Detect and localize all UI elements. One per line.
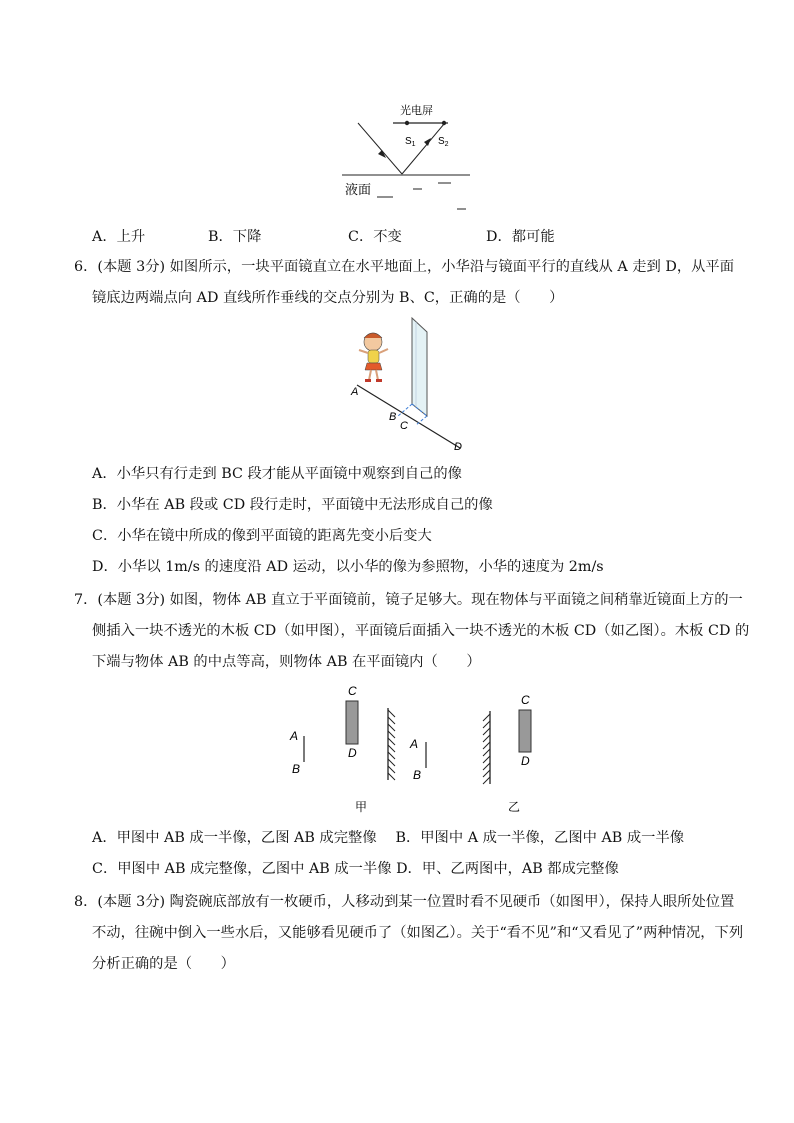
yi-label-b: B — [413, 768, 422, 782]
q6-option-b[interactable]: B．小华在 AB 段或 CD 段行走时，平面镜中无法形成自己的像 — [92, 497, 493, 513]
q7-stem-line1: 7．(本题 3分) 如图，物体 AB 直立于平面镜前，镜子足够大。现在物体与平面镜之间稍靠近镜面上方的一 — [74, 592, 743, 608]
surface-label: 液面 — [345, 182, 372, 197]
q6-option-a[interactable]: A．小华只有行走到 BC 段才能从平面镜中观察到自己的像 — [92, 466, 462, 482]
figure-yi — [409, 693, 531, 814]
jia-label-a: A — [290, 729, 299, 743]
q8-stem-line3: 分析正确的是（ ） — [92, 956, 235, 972]
q8-stem-line2: 不动，往碗中倒入一些水后，又能够看见硬币了（如图乙）。关于“看不见”和“又看见了”两种情况，下列 — [92, 925, 744, 941]
q6-label-d: D — [454, 441, 462, 453]
q6-mirror-figure — [340, 312, 480, 454]
yi-label-c: C — [521, 693, 530, 707]
s2-sub: 2 — [444, 141, 449, 148]
q8-stem-line1: 8．(本题 3分) 陶瓷碗底部放有一枚硬币，人移动到某一位置时看不见硬币（如图甲），保持人眼所处位置 — [74, 894, 735, 910]
figure-jia — [289, 684, 395, 814]
q7-options-row2[interactable]: C．甲图中 AB 成完整像，乙图中 AB 成一半像 D．甲、乙两图中，AB 都成完整像 — [92, 861, 619, 877]
caption-yi: 乙 — [508, 800, 521, 814]
q6-stem-line2: 镜底边两端点向 AD 直线所作垂线的交点分别为 B、C，正确的是（ ） — [92, 290, 564, 306]
q7-mirror-figures — [280, 680, 550, 820]
jia-board-cd — [346, 701, 358, 744]
liquid-surface-figure — [330, 98, 490, 218]
girl-figure — [359, 333, 388, 382]
svg-text:S1 — [405, 136, 416, 148]
screen-label: 光电屏 — [400, 105, 433, 117]
q5-option-b[interactable]: B．下降 — [208, 229, 262, 245]
q7-stem-line3: 下端与物体 AB 的中点等高，则物体 AB 在平面镜内（ ） — [92, 654, 481, 670]
jia-label-c: C — [348, 684, 357, 698]
q5-option-d[interactable]: D．都可能 — [486, 229, 555, 245]
jia-label-d: D — [348, 746, 357, 760]
s2-label: S — [438, 136, 445, 147]
q7-options-row1[interactable]: A．甲图中 AB 成一半像，乙图 AB 成完整像 B．甲图中 A 成一半像，乙图中 AB 成一半像 — [92, 830, 685, 846]
q6-stem-line1: 6．(本题 3分) 如图所示，一块平面镜直立在水平地面上，小华沿与镜面平行的直线从 A 走到 D，从平面 — [74, 259, 735, 275]
yi-board-cd — [519, 710, 531, 752]
svg-text:S2 — [438, 136, 449, 148]
s1-label: S — [405, 136, 412, 147]
q5-option-a[interactable]: A．上升 — [92, 229, 146, 245]
q6-option-d[interactable]: D．小华以 1m/s 的速度沿 AD 运动，以小华的像为参照物，小华的速度为 2m/s — [92, 559, 604, 575]
q6-label-a: A — [351, 386, 359, 398]
plane-mirror — [412, 318, 427, 416]
q6-option-c[interactable]: C．小华在镜中所成的像到平面镜的距离先变小后变大 — [92, 528, 432, 544]
yi-label-d: D — [521, 754, 530, 768]
q6-label-c: C — [400, 420, 408, 432]
q6-label-b: B — [389, 411, 397, 423]
s1-sub: 1 — [411, 141, 416, 148]
caption-jia: 甲 — [355, 800, 368, 814]
q5-option-c[interactable]: C．不变 — [348, 229, 402, 245]
q7-stem-line2: 侧插入一块不透光的木板 CD（如甲图），平面镜后面插入一块不透光的木板 CD（如乙图）。木板 CD 的 — [92, 623, 750, 639]
yi-label-a: A — [410, 737, 419, 751]
jia-label-b: B — [292, 762, 301, 776]
